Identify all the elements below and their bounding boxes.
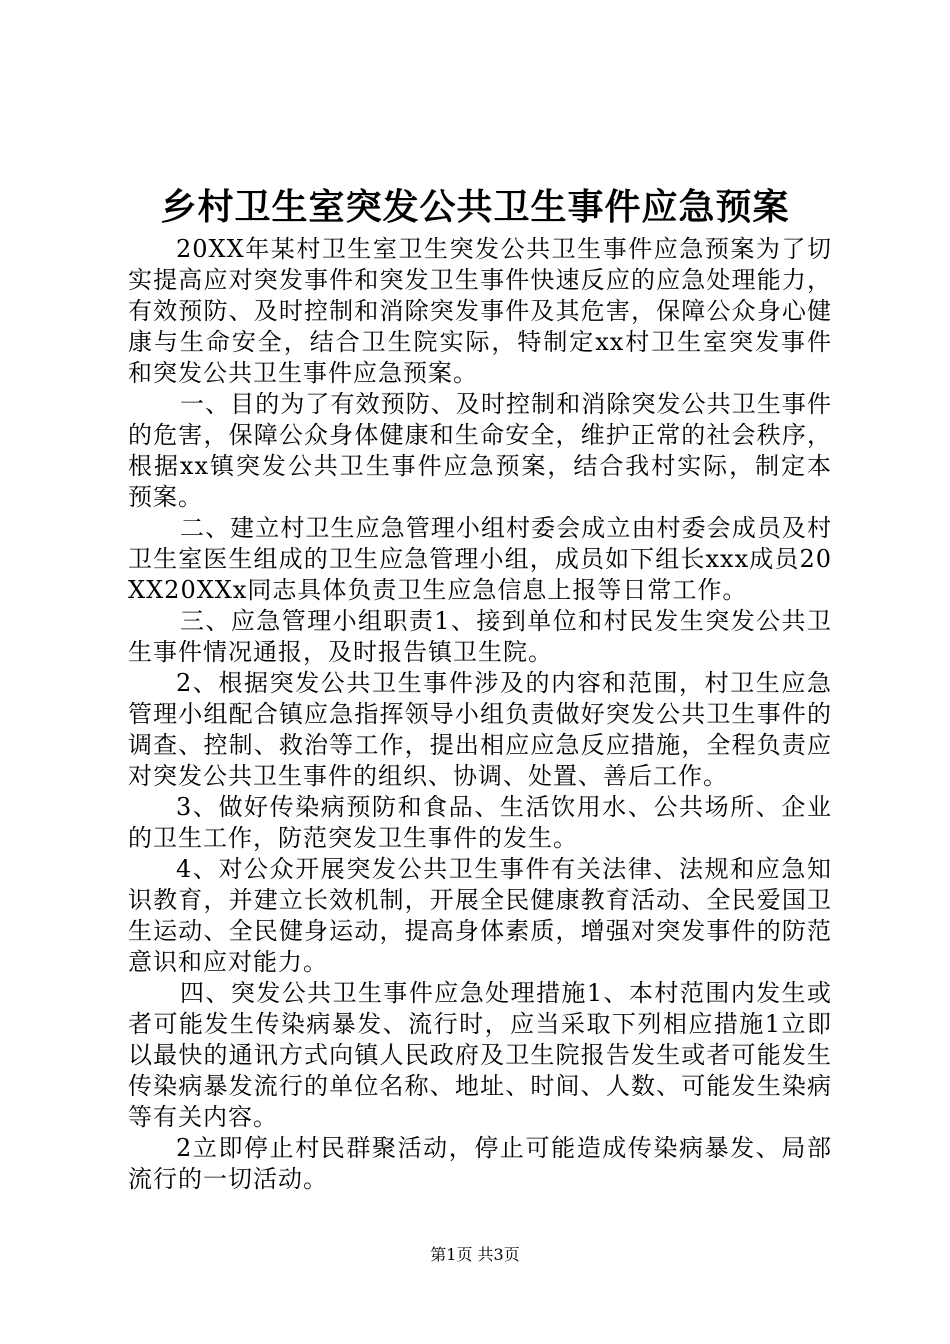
- paragraph-section-2: 二、建立村卫生应急管理小组村委会成立由村委会成员及村卫生室医生组成的卫生应急管理小组，成员如下组长xxx成员20XX20XXx同志具体负责卫生应急信息上报等日常工作。: [128, 514, 832, 604]
- paragraph-intro: 20XX年某村卫生室卫生突发公共卫生事件应急预案为了切实提高应对突发事件和突发卫生事件快速反应的应急处理能力，有效预防、及时控制和消除突发事件及其危害，保障公众身心健康与生命安全，结合卫生院实际，特制定xx村卫生室突发事件和突发公共卫生事件应急预案。: [128, 235, 832, 387]
- paragraph-measure-2: 2立即停止村民群聚活动，停止可能造成传染病暴发、局部流行的一切活动。: [128, 1134, 832, 1193]
- paragraph-section-1: 一、目的为了有效预防、及时控制和消除突发公共卫生事件的危害，保障公众身体健康和生命安全，维护正常的社会秩序，根据xx镇突发公共卫生事件应急预案，结合我村实际，制定本预案。: [128, 390, 832, 511]
- document-body: [128, 234, 832, 1195]
- paragraph-section-3: 三、应急管理小组职责1、接到单位和村民发生突发公共卫生事件情况通报，及时报告镇卫生院。: [128, 607, 832, 666]
- paragraph-item-3: 3、做好传染病预防和食品、生活饮用水、公共场所、企业的卫生工作，防范突发卫生事件的发生。: [128, 793, 832, 852]
- paragraph-section-4: 四、突发公共卫生事件应急处理措施1、本村范围内发生或者可能发生传染病暴发、流行时，应当采取下列相应措施1立即以最快的通讯方式向镇人民政府及卫生院报告发生或者可能发生传染病暴发流行的单位名称、地址、时间、人数、可能发生染病等有关内容。: [128, 979, 832, 1131]
- paragraph-item-2: 2、根据突发公共卫生事件涉及的内容和范围，村卫生应急管理小组配合镇应急指挥领导小组负责做好突发公共卫生事件的调查、控制、救治等工作，提出相应应急反应措施，全程负责应对突发公共卫生事件的组织、协调、处置、善后工作。: [128, 669, 832, 790]
- paragraph-item-4: 4、对公众开展突发公共卫生事件有关法律、法规和应急知识教育，并建立长效机制，开展全民健康教育活动、全民爱国卫生运动、全民健身运动，提高身体素质，增强对突发事件的防范意识和应对能力。: [128, 855, 832, 976]
- page-footer: 第1页 共3页: [430, 1245, 520, 1264]
- document-title: 乡村卫生室突发公共卫生事件应急预案: [160, 186, 790, 228]
